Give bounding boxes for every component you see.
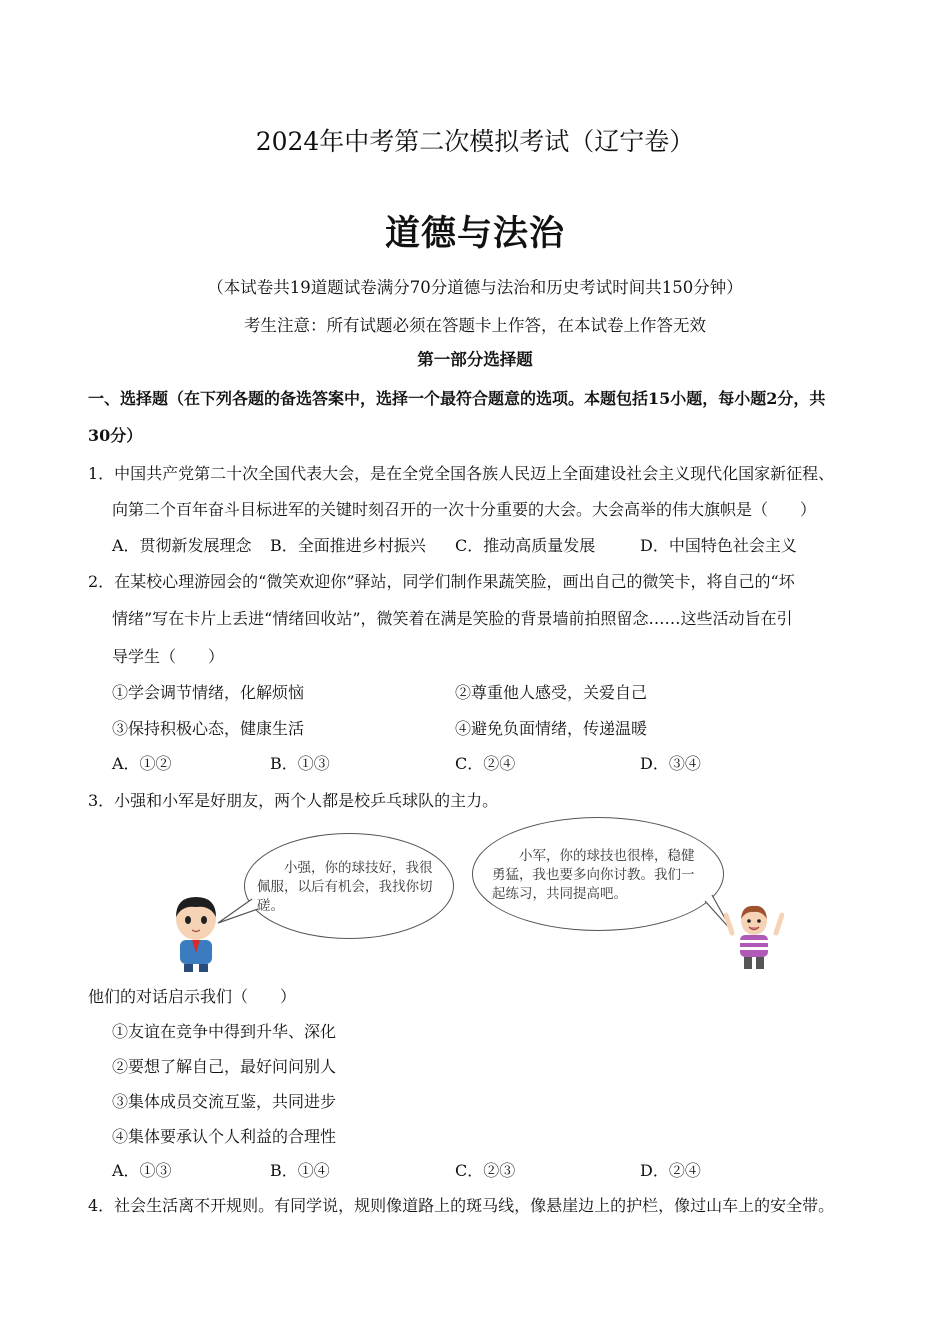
q2-option-c: C．②④ [455,754,516,773]
q2-statement-4: ④避免负面情绪，传递温暖 [455,719,648,738]
q3-prompt: 他们的对话启示我们（ ） [88,987,297,1006]
section-instruction-line1: 一、选择题（在下列各题的备选答案中，选择一个最符合题意的选项。本题包括15小题，每小题2分，共 [88,389,826,408]
q1-stem-line2: 向第二个百年奋斗目标进军的关键时刻召开的一次十分重要的大会。大会高举的伟大旗帜是（ ） [112,500,817,519]
speech-bubble-right-text: 小军，你的球技也很棒，稳健勇猛，我也要多向你讨教。我们一起练习，共同提高吧。 [492,848,695,902]
q3-option-d: D．②④ [640,1161,701,1180]
bubble-tails [160,815,800,975]
q2-statement-1: ①学会调节情绪，化解烦恼 [112,683,305,702]
q2-statement-2: ②尊重他人感受，关爱自己 [455,683,648,702]
boy-left-figure [166,893,226,973]
q2-option-a: A．①② [112,754,172,773]
q4-stem-line1: 4．社会生活离不开规则。有同学说，规则像道路上的斑马线，像悬崖边上的护栏，像过山车上的安全带。 [88,1196,835,1215]
subject-title: 道德与法治 [384,213,565,254]
boy-right-figure [724,903,784,973]
q3-statement-4: ④集体要承认个人利益的合理性 [112,1127,337,1146]
q3-statement-1: ①友谊在竞争中得到升华、深化 [112,1022,337,1041]
q1-option-b: B．全面推进乡村振兴 [270,536,426,555]
q1-option-a: A．贯彻新发展理念 [112,536,252,555]
q2-option-d: D．③④ [640,754,701,773]
part-title: 第一部分选择题 [417,350,533,369]
q2-option-b: B．①③ [270,754,330,773]
q3-illustration [160,815,800,975]
q3-statement-2: ②要想了解自己，最好问问别人 [112,1057,337,1076]
speech-bubble-left-text: 小强，你的球技好，我很佩服，以后有机会，我找你切磋。 [257,860,433,914]
exam-title: 2024年中考第二次模拟考试（辽宁卷） [255,127,695,156]
q1-option-c: C．推动高质量发展 [455,536,596,555]
exam-notice: 考生注意：所有试题必须在答题卡上作答，在本试卷上作答无效 [244,316,706,335]
q2-stem-line1: 2．在某校心理游园会的“微笑欢迎你”驿站，同学们制作果蔬笑脸，画出自己的微笑卡，将自己的“坏 [88,572,795,591]
q2-stem-line3: 导学生（ ） [112,647,225,666]
q3-option-a: A．①③ [112,1161,172,1180]
section-instruction-line2: 30分） [88,426,143,445]
q3-stem: 3．小强和小军是好朋友，两个人都是校乒乓球队的主力。 [88,791,499,810]
q1-option-d: D．中国特色社会主义 [640,536,797,555]
q3-option-b: B．①④ [270,1161,330,1180]
q3-option-c: C．②③ [455,1161,516,1180]
exam-info-line: （本试卷共19道题试卷满分70分道德与法治和历史考试时间共150分钟） [207,278,743,297]
q1-stem-line1: 1．中国共产党第二十次全国代表大会，是在全党全国各族人民迈上全面建设社会主义现代化国家新征程、 [88,464,835,483]
q3-statement-3: ③集体成员交流互鉴，共同进步 [112,1092,337,1111]
q2-stem-line2: 情绪”写在卡片上丢进“情绪回收站”，微笑着在满是笑脸的背景墙前拍照留念……这些活动旨在引 [112,609,793,628]
q2-statement-3: ③保持积极心态，健康生活 [112,719,305,738]
